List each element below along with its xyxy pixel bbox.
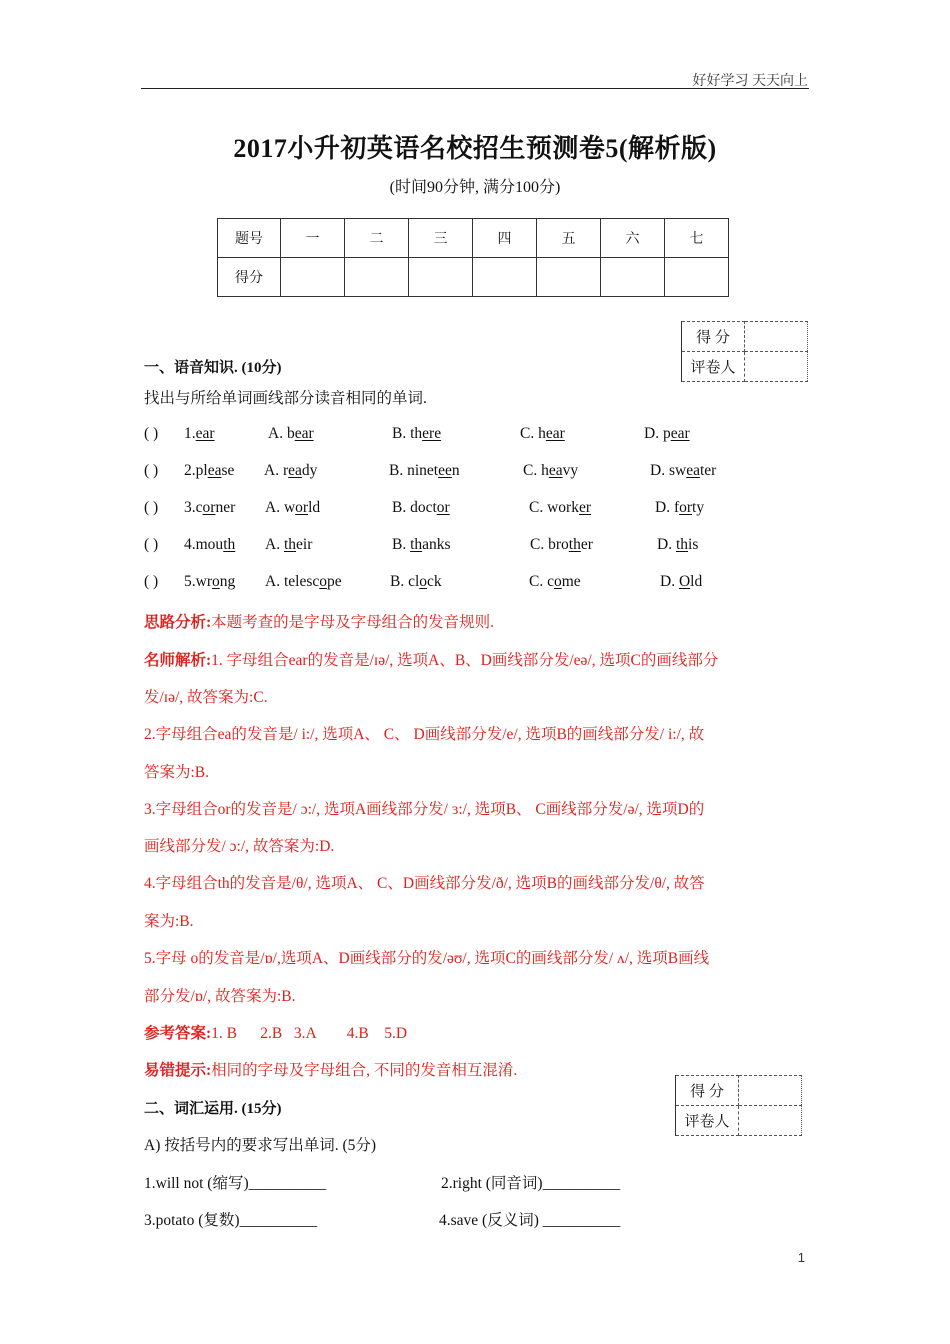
grader-box-2 [675, 1075, 802, 1136]
option-b: B. doctor [392, 499, 450, 516]
teacher-analysis: 名师解析:1. 字母组合ear的发音是/ɪə/, 选项A、B、D画线部分发/eə/, 选项C的画线部分 [144, 652, 719, 669]
teacher-analysis-line: 3.字母组合or的发音是/ ɔ:/, 选项A画线部分发/ ɜ:/, 选项B、 C画线部分发/ə/, 选项D的 [144, 801, 705, 818]
teacher-analysis-line: 部分发/ɒ/, 故答案为:B. [144, 988, 296, 1005]
grader-name-label: 评卷人 [682, 352, 745, 382]
section2-part-a: A) 按括号内的要求写出单词. (5分) [144, 1137, 377, 1154]
teacher-analysis-line: 2.字母组合ea的发音是/ i:/, 选项A、 C、 D画线部分发/e/, 选项B的画线部分发/ i:/, 故 [144, 726, 705, 743]
header-rule [141, 88, 809, 89]
option-d: D. sweater [650, 462, 717, 479]
score-cell[interactable] [345, 258, 409, 297]
question-paren[interactable]: ( ) [144, 573, 159, 590]
page-title: 2017小升初英语名校招生预测卷5(解析版) [233, 134, 717, 163]
option-b: B. clock [390, 573, 442, 590]
teacher-analysis-line: 画线部分发/ ɔ:/, 故答案为:D. [144, 838, 335, 855]
score-cell[interactable] [409, 258, 473, 297]
option-a: A. world [265, 499, 321, 516]
score-table [217, 218, 729, 297]
grader-score-label: 得 分 [676, 1076, 739, 1106]
option-c: C. brother [530, 536, 593, 553]
vocab-item[interactable]: 2.right (同音词)__________ [441, 1175, 621, 1192]
score-cell[interactable] [473, 258, 537, 297]
teacher-analysis-line: 答案为:B. [144, 764, 210, 781]
option-a: A. bear [268, 425, 314, 442]
score-cell[interactable] [601, 258, 665, 297]
option-a: A. their [265, 536, 313, 553]
vocab-item[interactable]: 1.will not (缩写)__________ [144, 1175, 327, 1192]
question-paren[interactable]: ( ) [144, 425, 159, 442]
score-table-col: 三 [409, 219, 473, 258]
option-b: B. nineteen [389, 462, 460, 479]
score-table-col: 二 [345, 219, 409, 258]
option-a: A. ready [264, 462, 318, 479]
reference-answer: 参考答案:1. B 2.B 3.A 4.B 5.D [144, 1025, 408, 1042]
grader-score-cell[interactable] [745, 322, 808, 352]
question-word: 2.please [184, 462, 235, 479]
score-table-col: 四 [473, 219, 537, 258]
question-paren[interactable]: ( ) [144, 499, 159, 516]
question-word: 4.mouth [184, 536, 236, 553]
teacher-analysis-line: 4.字母组合th的发音是/θ/, 选项A、 C、D画线部分发/ð/, 选项B的画线部分发/θ/, 故答 [144, 875, 705, 892]
error-tip: 易错提示:相同的字母及字母组合, 不同的发音相互混淆. [144, 1062, 518, 1079]
question-word: 3.corner [184, 499, 236, 516]
analysis: 思路分析:本题考查的是字母及字母组合的发音规则. [144, 614, 495, 631]
option-c: C. worker [529, 499, 591, 516]
option-b: B. thanks [392, 536, 451, 553]
grader-box-1 [681, 321, 808, 382]
question-word: 5.wrong [184, 573, 236, 590]
grader-name-label: 评卷人 [676, 1106, 739, 1136]
vocab-item[interactable]: 3.potato (复数)__________ [144, 1212, 318, 1229]
score-table-col: 五 [537, 219, 601, 258]
section1-title: 一、语音知识. (10分) [144, 360, 282, 376]
score-cell[interactable] [537, 258, 601, 297]
question-paren[interactable]: ( ) [144, 462, 159, 479]
page-number: 1 [797, 1250, 805, 1265]
option-d: D. forty [655, 499, 705, 516]
teacher-analysis-line: 发/ɪə/, 故答案为:C. [144, 689, 268, 706]
grader-name-cell[interactable] [745, 352, 808, 382]
score-table-header-row [218, 219, 729, 258]
score-table-header-label: 题号 [218, 219, 281, 258]
grader-score-label: 得 分 [682, 322, 745, 352]
option-d: D. pear [644, 425, 690, 442]
score-cell[interactable] [665, 258, 729, 297]
question-word: 1.ear [184, 425, 215, 442]
score-table-col: 一 [281, 219, 345, 258]
section1-instruction: 找出与所给单词画线部分读音相同的单词. [144, 390, 427, 407]
score-cell[interactable] [281, 258, 345, 297]
page-subtitle: (时间90分钟, 满分100分) [389, 179, 561, 196]
score-table-col: 七 [665, 219, 729, 258]
grader-score-cell[interactable] [739, 1076, 802, 1106]
option-b: B. there [392, 425, 442, 442]
question-paren[interactable]: ( ) [144, 536, 159, 553]
score-table-score-row [218, 258, 729, 297]
vocab-item[interactable]: 4.save (反义词) __________ [439, 1212, 621, 1229]
score-table-col: 六 [601, 219, 665, 258]
option-d: D. Old [660, 573, 703, 590]
option-d: D. this [657, 536, 699, 553]
section2-title: 二、词汇运用. (15分) [144, 1101, 282, 1117]
option-c: C. hear [520, 425, 565, 442]
option-c: C. heavy [523, 462, 579, 479]
option-c: C. come [529, 573, 581, 590]
option-a: A. telescope [265, 573, 342, 590]
teacher-analysis-line: 案为:B. [144, 913, 194, 930]
teacher-analysis-line: 5.字母 o的发音是/ɒ/,选项A、D画线部分的发/əʊ/, 选项C的画线部分发/ ʌ/, 选项B画线 [144, 950, 710, 967]
grader-name-cell[interactable] [739, 1106, 802, 1136]
header-motto: 好好学习 天天向上 [692, 74, 808, 89]
score-table-row-label: 得分 [218, 258, 281, 297]
